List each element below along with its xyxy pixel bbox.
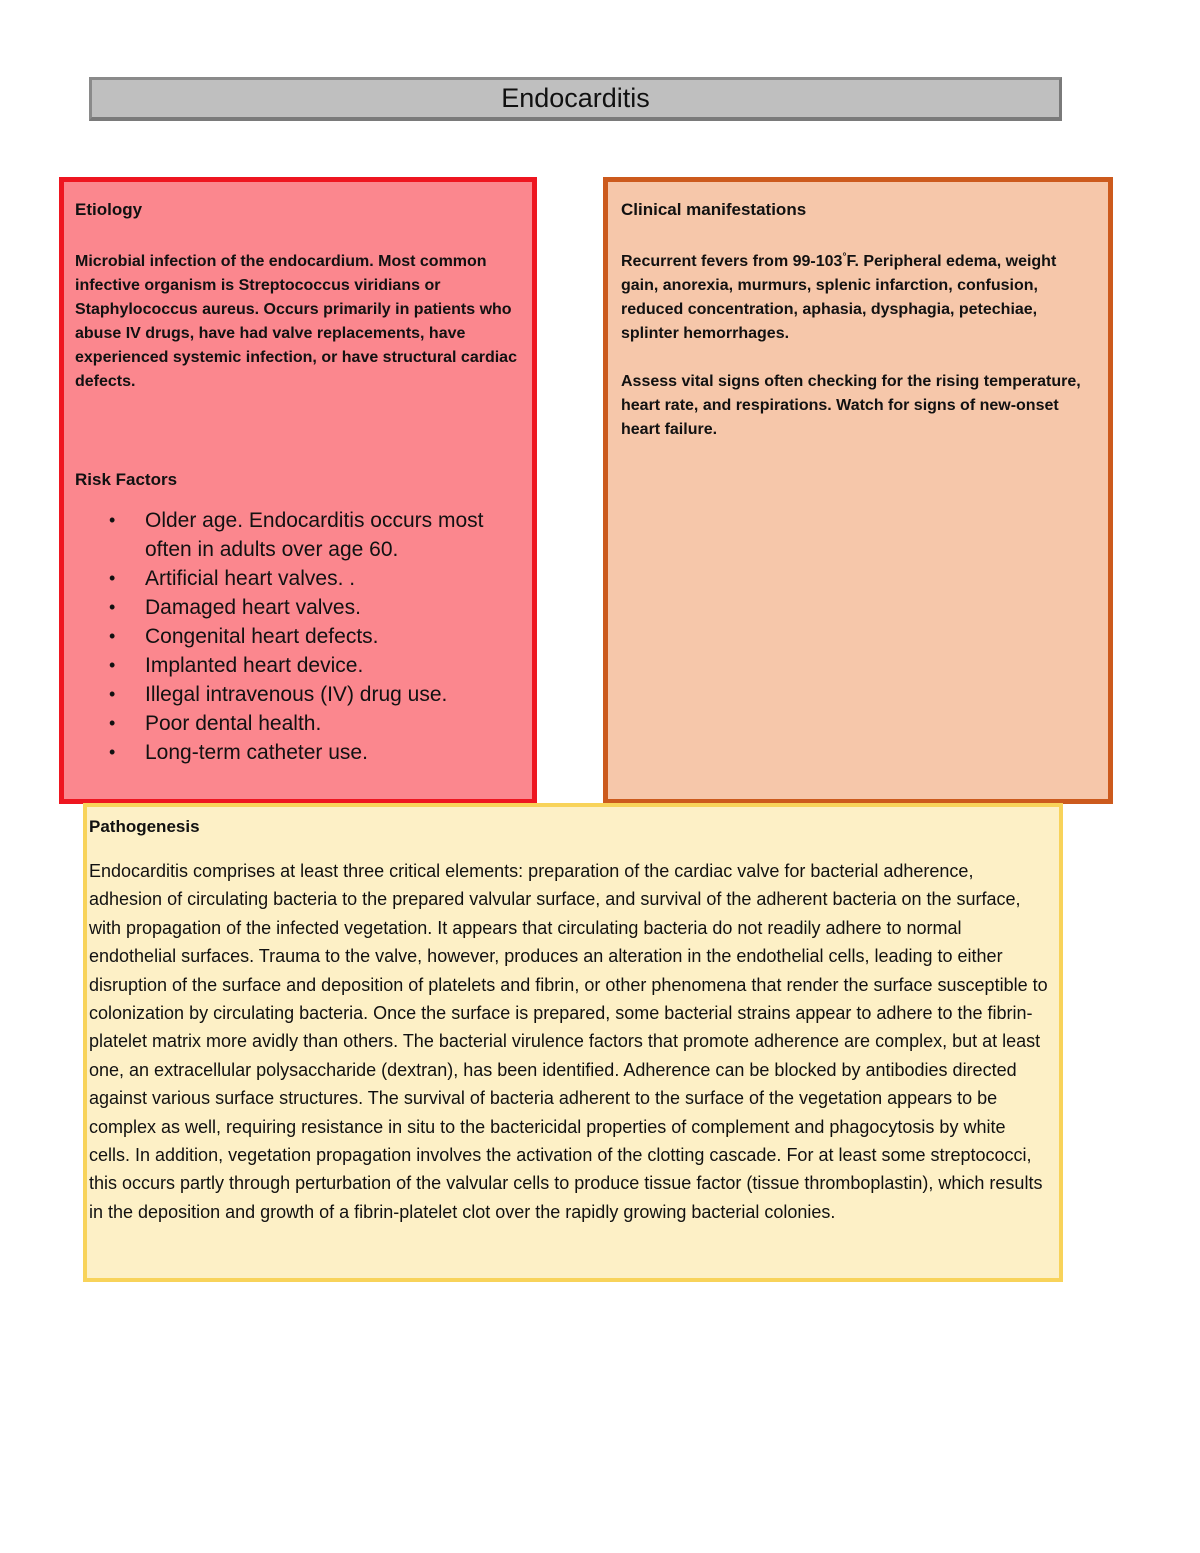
clinical-manifestations-panel <box>603 177 1113 804</box>
list-item: • Artificial heart valves. . <box>75 564 522 593</box>
list-item: • Older age. Endocarditis occurs most often in adults over age 60. <box>75 506 522 564</box>
list-item: • Long-term catheter use. <box>75 738 522 767</box>
page-title: Endocarditis <box>501 83 650 113</box>
bullet-icon: • <box>109 568 116 588</box>
bullet-icon: • <box>109 655 116 675</box>
bullet-icon: • <box>109 626 116 646</box>
pathogenesis-heading: Pathogenesis <box>89 817 200 836</box>
list-item: • Damaged heart valves. <box>75 593 522 622</box>
title-banner <box>89 77 1062 121</box>
etiology-heading: Etiology <box>75 200 143 219</box>
clinical-text: Recurrent fevers from 99-103°F. Peripheral edema, weight gain, anorexia, murmurs, splenic infarction, confusion, reduced concentration, aphasia, dysphagia, petechiae, splinter hemorrhages. <box>621 251 1057 342</box>
bullet-icon: • <box>109 510 116 530</box>
risk-factors-list <box>75 506 522 767</box>
pathogenesis-panel <box>83 803 1063 1282</box>
etiology-panel <box>59 177 537 804</box>
list-item: • Congenital heart defects. <box>75 622 522 651</box>
list-item: • Poor dental health. <box>75 709 522 738</box>
bullet-icon: • <box>109 742 116 762</box>
etiology-text: Microbial infection of the endocardium. Most common infective organism is Streptococcus viridians or Staphylococcus aureus. Occurs primarily in patients who abuse IV drugs, have had valve replacements, have experienced systemic infection, or have structural cardiac defects. <box>75 253 517 390</box>
pathogenesis-text: Endocarditis comprises at least three critical elements: preparation of the cardiac valve for bacterial adherence, adhesion of circulating bacteria to the prepared valvular surface, and survival of the adherent bacteria on the surface, with propagation of the infected vegetation. It appears that circulating bacteria do not readily adhere to normal endothelial surfaces. Trauma to the valve, however, produces an alteration in the endothelial cells, leading to either disruption of the surface and deposition of platelets and fibrin, or other phenomena that render the surface susceptible to colonization by circulating bacteria. Once the surface is prepared, some bacterial strains appear to adhere to the fibrin-platelet matrix more avidly than others. The bacterial virulence factors that promote adherence are complex, but at least one, an extracellular polysaccharide (dextran), has been identified. Adherence can be blocked by antibodies directed against various surface structures. The survival of bacteria adherent to the surface of the vegetation appears to be complex as well, requiring resistance in situ to the bactericidal properties of complement and phagocytosis by white cells. In addition, vegetation propagation involves the activation of the clotting cascade. For at least some streptococci, this occurs partly through perturbation of the valvular cells to produce tissue factor (tissue thromboplastin), which results in the deposition and growth of a fibrin-platelet clot over the rapidly growing bacterial colonies. <box>89 861 1048 1222</box>
list-item: • Implanted heart device. <box>75 651 522 680</box>
degree-symbol: ° <box>842 251 847 263</box>
bullet-icon: • <box>109 684 116 704</box>
bullet-icon: • <box>109 713 116 733</box>
list-item: • Illegal intravenous (IV) drug use. <box>75 680 522 709</box>
clinical-heading: Clinical manifestations <box>621 200 807 219</box>
assessment-text: Assess vital signs often checking for the rising temperature, heart rate, and respirations. Watch for signs of new-onset heart failure. <box>621 373 1081 438</box>
bullet-icon: • <box>109 597 116 617</box>
risk-factors-heading: Risk Factors <box>75 470 178 489</box>
